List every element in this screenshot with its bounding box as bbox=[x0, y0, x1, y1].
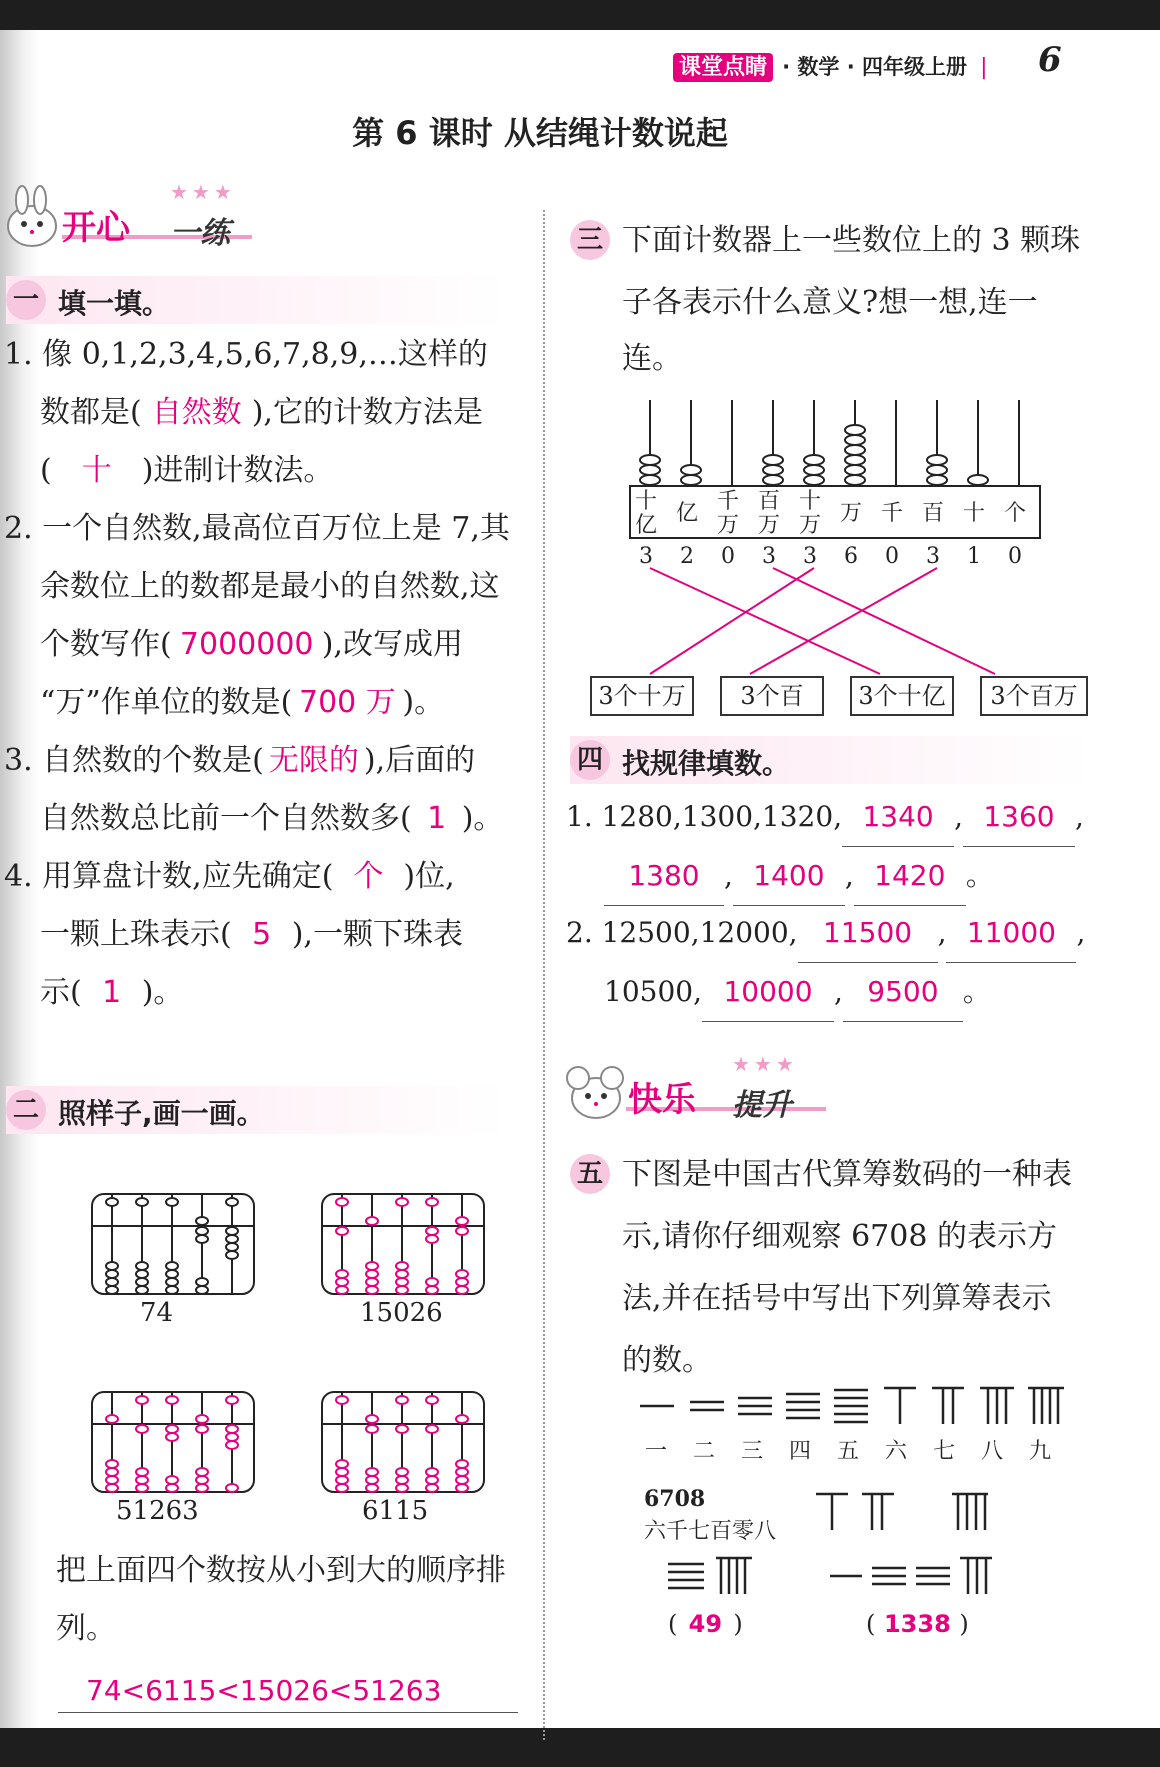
counter-place-label: 千 bbox=[880, 501, 903, 526]
paren: ( bbox=[668, 1610, 678, 1638]
seq1-blank-2[interactable]: 1360 bbox=[963, 788, 1075, 847]
counter-place-label: 万 bbox=[839, 501, 862, 526]
q4-answer-3: 1 bbox=[102, 975, 122, 1010]
seq2-prefix: 2. 12500,12000, bbox=[566, 916, 798, 949]
counter-digit: 3 bbox=[926, 544, 940, 569]
counter-digit: 0 bbox=[1008, 544, 1022, 569]
q2-text: 个数写作( bbox=[40, 627, 172, 662]
banner-improve-part1: 快乐 bbox=[628, 1080, 696, 1120]
sequence-1 bbox=[566, 788, 1096, 906]
seq1-blank-1[interactable]: 1340 bbox=[842, 788, 954, 847]
rod-numeral-name: 五 bbox=[836, 1439, 859, 1464]
rod-numeral-name: 八 bbox=[980, 1439, 1003, 1464]
order-question bbox=[56, 1542, 536, 1658]
match-box-2[interactable]: 3个百 bbox=[720, 676, 824, 716]
q3-text: 3. 自然数的个数是( bbox=[4, 743, 264, 778]
match-lines bbox=[650, 568, 995, 674]
example-text: 六千七百零八 bbox=[644, 1519, 777, 1544]
workbook-page bbox=[0, 30, 1160, 1728]
q4-text: )。 bbox=[141, 975, 184, 1010]
banner-practice-stars: ★★★ bbox=[170, 180, 236, 204]
counter-digit: 6 bbox=[844, 544, 858, 569]
counter-place-label: 千 万 bbox=[716, 489, 739, 538]
paren: ( bbox=[866, 1610, 876, 1638]
rod-numeral-name: 一 bbox=[644, 1439, 667, 1464]
match-box-4[interactable]: 3个百万 bbox=[980, 676, 1088, 716]
counter-digit: 2 bbox=[680, 544, 694, 569]
section-five-line1: 下图是中国古代算筹数码的一种表 bbox=[622, 1157, 1072, 1192]
seq1-prefix: 1. 1280,1300,1320, bbox=[566, 800, 843, 833]
abacus-label-3: 51263 bbox=[116, 1496, 199, 1526]
counter-place-label: 十 万 bbox=[798, 489, 821, 538]
rod-question-1 bbox=[664, 1552, 784, 1598]
mouse-mascot-icon bbox=[566, 1056, 626, 1126]
q1-text: ),它的计数方法是 bbox=[251, 395, 483, 430]
q3-answer-1: 无限的 bbox=[268, 743, 359, 778]
q2-line1: 2. 一个自然数,最高位百万位上是 7,其 bbox=[4, 511, 510, 546]
rod-answer-1: 49 bbox=[688, 1610, 723, 1638]
question-3 bbox=[4, 732, 534, 848]
seq1-blank-3[interactable]: 1380 bbox=[604, 847, 724, 906]
abacus-6115 bbox=[322, 1392, 484, 1492]
banner-improve-stars: ★★★ bbox=[732, 1052, 798, 1076]
counter-rods bbox=[650, 400, 1019, 486]
section-four-number: 四 bbox=[570, 740, 610, 780]
q3-text: ),后面的 bbox=[363, 743, 476, 778]
q4-text: )位, bbox=[403, 859, 455, 894]
comma: , bbox=[937, 916, 947, 949]
section-four-title: 找规律填数。 bbox=[622, 747, 791, 780]
counter-place-labels bbox=[628, 490, 1048, 542]
counter-place-label: 百 bbox=[921, 501, 944, 526]
q2-answer-2: 700 万 bbox=[298, 685, 396, 720]
seq2-mid: 10500, bbox=[604, 975, 702, 1008]
rod-numeral-names bbox=[630, 1434, 1080, 1474]
q1-answer-2: 十 bbox=[81, 453, 112, 488]
q1-text: )进制计数法。 bbox=[141, 453, 334, 488]
rod-numeral-name: 三 bbox=[740, 1439, 763, 1464]
counter-digit: 3 bbox=[639, 544, 653, 569]
q1-text: ( bbox=[40, 453, 52, 488]
counter-digit: 0 bbox=[885, 544, 899, 569]
abacus-51263 bbox=[92, 1392, 254, 1492]
q4-answer-2: 5 bbox=[252, 917, 272, 952]
order-answer: 74<6115<15026<51263 bbox=[58, 1670, 518, 1713]
match-box-1[interactable]: 3个十万 bbox=[590, 676, 694, 716]
header-badge: 课堂点睛 bbox=[673, 53, 773, 82]
order-question-line1: 把上面四个数按从小到大的顺序排 bbox=[56, 1553, 506, 1588]
counter-digit: 3 bbox=[803, 544, 817, 569]
question-2 bbox=[4, 500, 534, 732]
counter-place-label: 百 万 bbox=[757, 489, 780, 538]
abacus-74 bbox=[92, 1194, 254, 1294]
comma: , bbox=[954, 800, 963, 833]
header-subject: · 数学 · 四年级上册 bbox=[782, 55, 967, 79]
section-three-line1: 下面计数器上一些数位上的 3 颗珠 bbox=[622, 223, 1081, 258]
paren: ) bbox=[733, 1610, 743, 1638]
section-three-line3: 连。 bbox=[622, 341, 682, 376]
seq2-blank-1[interactable]: 11500 bbox=[798, 904, 938, 963]
section-one-header bbox=[6, 276, 506, 324]
header-separator: | bbox=[980, 55, 988, 80]
banner-practice-part2: 一练 bbox=[170, 216, 230, 251]
q2-text: )。 bbox=[402, 685, 445, 720]
question-1 bbox=[4, 326, 534, 500]
counter-place-label: 十 bbox=[962, 501, 985, 526]
section-one-number: 一 bbox=[6, 280, 46, 320]
q2-line2: 余数位上的数都是最小的自然数,这 bbox=[40, 569, 500, 604]
section-five-line3: 法,并在括号中写出下列算筹表示 bbox=[622, 1281, 1052, 1316]
comma: , bbox=[1075, 800, 1084, 833]
banner-improve bbox=[566, 1052, 826, 1132]
q4-text: ),一颗下珠表 bbox=[291, 917, 463, 952]
counter-digit: 3 bbox=[762, 544, 776, 569]
order-question-line2: 列。 bbox=[56, 1611, 116, 1646]
banner-improve-part2: 提升 bbox=[732, 1088, 792, 1123]
rabbit-mascot-icon bbox=[2, 184, 62, 254]
page-number: 6 bbox=[1038, 40, 1062, 80]
rod-example-6708 bbox=[812, 1488, 1012, 1538]
example-number: 6708 bbox=[644, 1486, 706, 1512]
section-three bbox=[570, 210, 1090, 384]
q1-answer-1: 自然数 bbox=[151, 395, 242, 430]
seq1-blank-5[interactable]: 1420 bbox=[854, 847, 966, 906]
seq2-blank-3[interactable]: 10000 bbox=[702, 963, 834, 1022]
q1-line1: 1. 像 0,1,2,3,4,5,6,7,8,9,…这样的 bbox=[4, 337, 488, 372]
q4-text: 4. 用算盘计数,应先确定( bbox=[4, 859, 334, 894]
period: 。 bbox=[962, 975, 991, 1008]
comma: , bbox=[844, 859, 854, 892]
section-five-line4: 的数。 bbox=[622, 1343, 712, 1378]
comma: , bbox=[1076, 916, 1086, 949]
question-4 bbox=[4, 848, 534, 1022]
rod-answer-1-wrap bbox=[668, 1610, 743, 1638]
counter-place-label: 个 bbox=[1003, 501, 1026, 526]
comma: , bbox=[724, 859, 733, 892]
q2-text: “万”作单位的数是( bbox=[40, 685, 293, 720]
lesson-title: 第 6 课时 从结绳计数说起 bbox=[352, 114, 728, 152]
section-five bbox=[570, 1144, 1090, 1392]
comma: , bbox=[833, 975, 843, 1008]
rod-numeral-name: 四 bbox=[788, 1439, 811, 1464]
abacus-15026 bbox=[322, 1194, 484, 1294]
section-two-number: 二 bbox=[6, 1090, 46, 1130]
seq2-blank-2[interactable]: 11000 bbox=[946, 904, 1076, 963]
column-divider bbox=[543, 210, 545, 1740]
rod-numeral-symbols bbox=[630, 1382, 1080, 1428]
counter-place-label: 十 亿 bbox=[634, 489, 657, 538]
q4-text: 示( bbox=[40, 975, 82, 1010]
rod-numeral-name: 二 bbox=[692, 1439, 715, 1464]
q3-text: )。 bbox=[461, 801, 504, 836]
q2-text: ),改写成用 bbox=[321, 627, 463, 662]
rod-numeral-name: 九 bbox=[1028, 1439, 1051, 1464]
counter-digit: 0 bbox=[721, 544, 735, 569]
q3-answer-2: 1 bbox=[427, 801, 447, 836]
page-header bbox=[673, 50, 988, 81]
counter-place-label: 亿 bbox=[675, 501, 698, 526]
rod-answer-2-wrap bbox=[866, 1610, 969, 1638]
q4-text: 一颗上珠表示( bbox=[40, 917, 232, 952]
counter-digits bbox=[628, 544, 1048, 574]
abacus-label-2: 15026 bbox=[360, 1298, 443, 1328]
section-five-number: 五 bbox=[570, 1154, 610, 1194]
section-one-title: 填一填。 bbox=[58, 287, 171, 320]
section-four-header bbox=[570, 736, 1090, 784]
banner-practice-part1: 开心 bbox=[62, 208, 130, 248]
paren: ) bbox=[959, 1610, 969, 1638]
section-three-number: 三 bbox=[570, 220, 610, 260]
q3-text: 自然数总比前一个自然数多( bbox=[40, 801, 412, 836]
match-box-3[interactable]: 3个十亿 bbox=[850, 676, 954, 716]
section-two-title: 照样子,画一画。 bbox=[58, 1097, 265, 1130]
section-five-line2: 示,请你仔细观察 6708 的表示方 bbox=[622, 1219, 1057, 1254]
banner-practice bbox=[2, 180, 252, 260]
section-two-header bbox=[6, 1086, 506, 1134]
rod-numeral-name: 六 bbox=[884, 1439, 907, 1464]
counter-digit: 1 bbox=[967, 544, 981, 569]
seq2-blank-4[interactable]: 9500 bbox=[843, 963, 963, 1022]
period: 。 bbox=[965, 859, 994, 892]
seq1-blank-4[interactable]: 1400 bbox=[733, 847, 845, 906]
q4-answer-1: 个 bbox=[353, 859, 384, 894]
rod-numeral-name: 七 bbox=[932, 1439, 955, 1464]
q1-text: 数都是( bbox=[40, 395, 142, 430]
q2-answer-1: 7000000 bbox=[179, 627, 314, 662]
rod-answer-2: 1338 bbox=[883, 1610, 951, 1638]
abacus-label-1: 74 bbox=[140, 1298, 174, 1328]
abacus-label-4: 6115 bbox=[362, 1496, 429, 1526]
section-three-line2: 子各表示什么意义?想一想,连一 bbox=[622, 285, 1038, 320]
sequence-2 bbox=[566, 904, 1096, 1022]
rod-question-2 bbox=[826, 1552, 996, 1598]
